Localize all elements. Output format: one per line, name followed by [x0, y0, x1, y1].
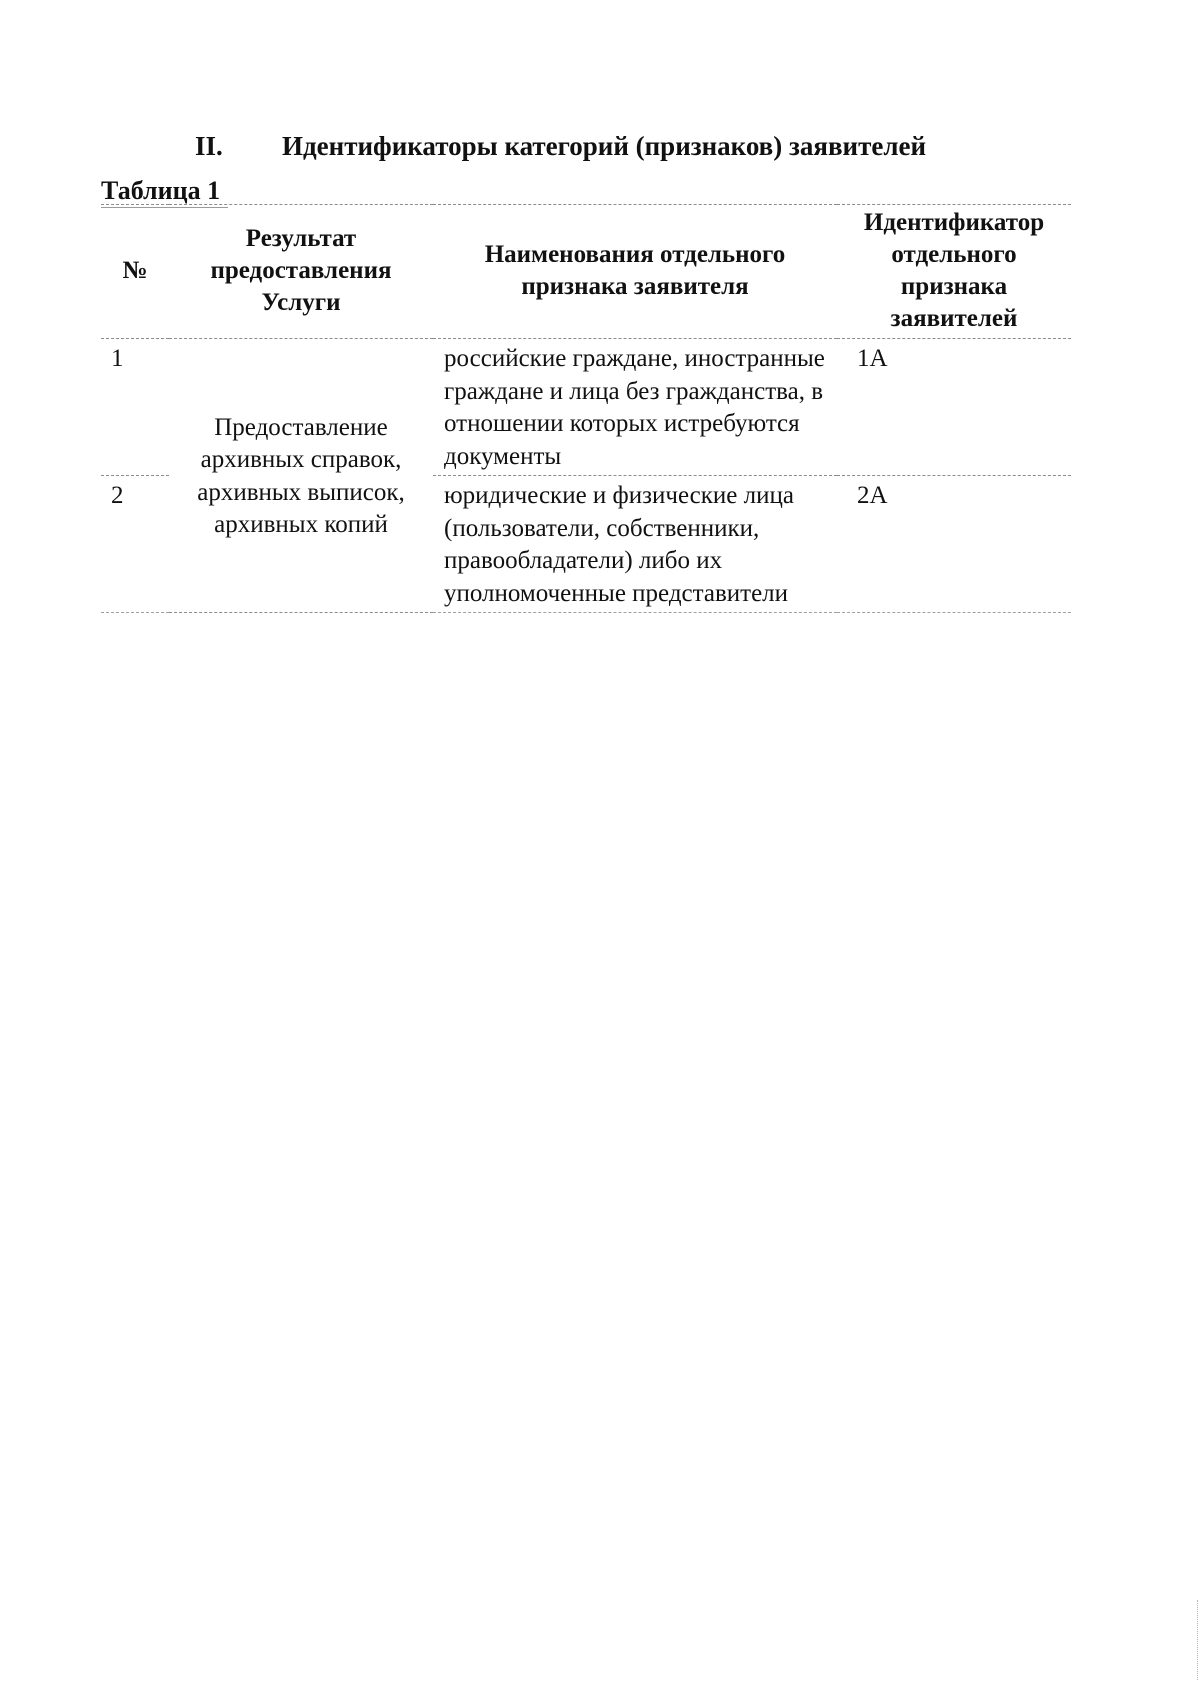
- applicant-attribute-name: юридические и физические лица (пользователи, собственники, правообладатели) либо их уполномоченные представители: [433, 476, 837, 613]
- table-row: [101, 339, 1071, 476]
- section-number: II.: [195, 131, 223, 161]
- table-header-row: [101, 205, 1071, 339]
- section-title: Идентификаторы категорий (признаков) заявителей: [282, 131, 927, 161]
- header-attribute-name: Наименования отдельного признака заявителя: [433, 205, 837, 339]
- service-result-cell: Предоставление архивных справок, архивных выписок, архивных копий: [169, 339, 433, 613]
- section-heading: [195, 128, 1095, 164]
- header-identifier: Идентификатор отдельного признака заявителей: [837, 205, 1071, 339]
- header-number: №: [101, 205, 169, 339]
- applicant-attribute-identifier: 2А: [837, 476, 1071, 613]
- applicant-identifiers-table-wrapper: [101, 204, 1071, 613]
- applicant-attribute-name: российские граждане, иностранные граждане и лица без гражданства, в отношении которых истребуются документы: [433, 339, 837, 476]
- row-number: 2: [101, 476, 169, 613]
- table-caption: Таблица 1: [101, 175, 228, 208]
- header-result: Результат предоставления Услуги: [169, 205, 433, 339]
- applicant-attribute-identifier: 1А: [837, 339, 1071, 476]
- row-number: 1: [101, 339, 169, 476]
- applicant-identifiers-table: [101, 204, 1071, 613]
